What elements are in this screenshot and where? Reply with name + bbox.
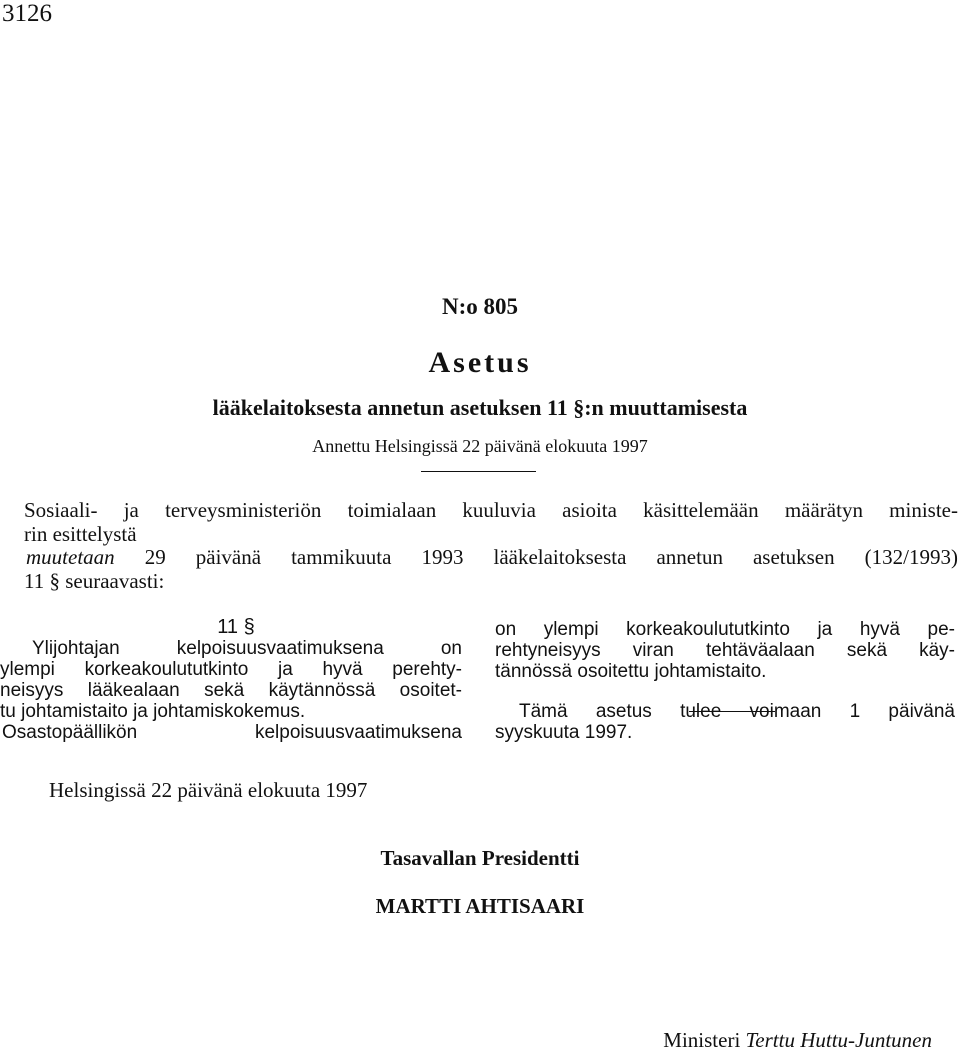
right-column [495, 619, 955, 743]
intro-line-3-rest: 29 päivänä tammikuuta 1993 lääkelaitoksesta annetun asetuksen (132/1993) [114, 545, 958, 569]
left-line-4: tu johtamistaito ja johtamiskokemus. [0, 701, 306, 722]
intro-line-3 [24, 546, 958, 570]
intro-verb: muutetaan [26, 545, 115, 569]
statute-number: N:o 805 [441, 294, 519, 319]
intro-line-1: Sosiaali- ja terveysministeriön toimialaan kuuluvia asioita käsittelemään määrätyn ministe- [24, 498, 958, 522]
column-divider [689, 711, 775, 712]
president-name: MARTTI AHTISAARI [375, 894, 585, 918]
intro-paragraph [24, 499, 958, 593]
intro-line-4: 11 § seuraavasti: [24, 568, 165, 593]
intro-line-2: rin esittelystä [24, 521, 137, 546]
president-title: Tasavallan Presidentti [380, 846, 580, 870]
closing-line-2: syyskuuta 1997. [495, 722, 633, 743]
page-number: 3126 [2, 0, 52, 27]
minister-signature [663, 1028, 932, 1053]
section-heading: 11 § [217, 616, 255, 638]
minister-prefix: Ministeri [663, 1028, 741, 1052]
left-line-3: neisyys lääkealaan sekä käytännössä osoitet- [0, 680, 462, 701]
right-spacer [495, 682, 955, 701]
header-divider [421, 471, 536, 472]
given-date: Annettu Helsingissä 22 päivänä elokuuta 1997 [312, 436, 648, 456]
left-column [0, 617, 462, 743]
signature-place-date: Helsingissä 22 päivänä elokuuta 1997 [49, 778, 368, 802]
left-line-5: Osastopäällikön kelpoisuusvaatimuksena [2, 722, 462, 743]
minister-name: Terttu Huttu-Juntunen [745, 1028, 932, 1052]
right-line-3: tännössä osoitettu johtamistaito. [495, 661, 767, 682]
left-line-1: Ylijohtajan kelpoisuusvaatimuksena on [32, 638, 462, 659]
right-line-2: rehtyneisyys viran tehtäväalaan sekä käy- [495, 640, 955, 661]
document-subtitle: lääkelaitoksesta annetun asetuksen 11 §:n muuttamisesta [212, 395, 748, 420]
left-line-2: ylempi korkeakoulututkinto ja hyvä perehty- [0, 659, 462, 680]
document-title: Asetus [428, 346, 532, 379]
right-line-1: on ylempi korkeakoulututkinto ja hyvä pe- [495, 619, 955, 640]
closing-line-1: Tämä asetus tulee voimaan 1 päivänä [519, 701, 955, 722]
